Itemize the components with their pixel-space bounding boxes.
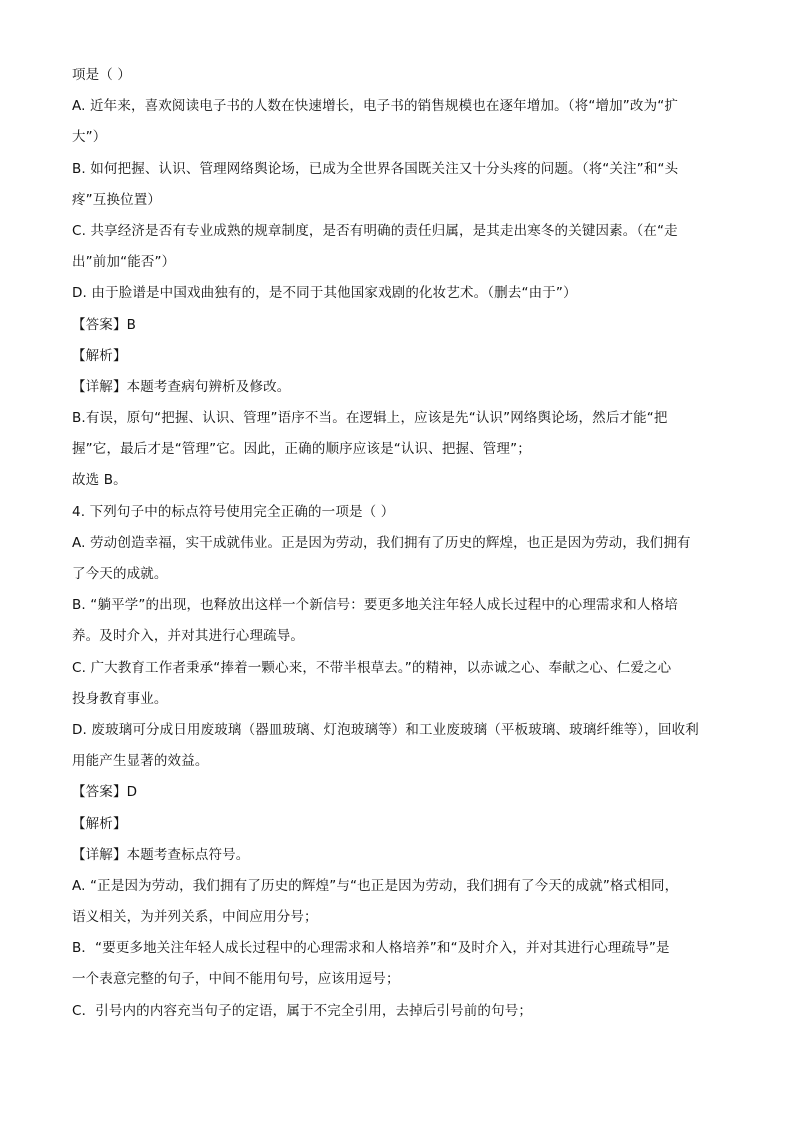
option-d-line: D. 由于脸谱是中国戏曲独有的，是不同于其他国家戏剧的化妆艺术。（删去“由于”） [72, 285, 577, 302]
q4-explanation-c-line: C．引号内的内容充当句子的定语，属于不完全引用，去掉后引号前的句号； [72, 1002, 533, 1019]
option-c-line-1: C. 共享经济是否有专业成熟的规章制度，是否有明确的责任归属，是其走出寒冬的关键因素。（在“走 [72, 222, 678, 239]
detail-label-q3: 【详解】本题考查病句辨析及修改。 [72, 378, 291, 395]
q4-option-a-line-2: 了今天的成就。 [72, 566, 168, 582]
option-a-line-2: 大”） [72, 129, 107, 146]
text-line-question-stem-end: 项是（ ） [72, 67, 132, 83]
option-b-line-1: B. 如何把握、认识、管理网络舆论场，已成为全世界各国既关注又十分头疼的问题。（将“关注”和“头 [72, 160, 679, 177]
answer-label-q4: 【答案】D [72, 784, 138, 801]
q4-explanation-a-line-2: 语义相关，为并列关系，中间应用分号； [72, 909, 318, 926]
option-b-line-2: 疼”互换位置） [72, 191, 162, 208]
conclusion-line-q3: 故选 B。 [72, 472, 127, 489]
q4-option-c-line-2: 投身教育事业。 [72, 690, 168, 707]
explanation-line-1: B.有误，原句“把握、认识、管理”语序不当。在逻辑上，应该是先“认识”网络舆论场，然后才能“把 [72, 410, 668, 427]
document-page [72, 62, 728, 1029]
answer-label-q3: 【答案】B [72, 316, 137, 333]
option-c-line-2: 出”前加“能否”） [72, 254, 176, 271]
analysis-label-q3: 【解析】 [72, 347, 127, 364]
q4-explanation-a-line-1: A. “正是因为劳动，我们拥有了历史的辉煌”与“也正是因为劳动，我们拥有了今天的成就”格式相同， [72, 877, 679, 894]
q4-explanation-b-line-2: 一个表意完整的句子，中间不能用句号，应该用逗号； [72, 971, 400, 988]
q4-option-b-line-2: 养。及时介入，并对其进行心理疏导。 [72, 628, 305, 645]
q4-option-b-line-1: B. “躺平学”的出现，也释放出这样一个新信号：要更多地关注年轻人成长过程中的心理需求和人格培 [72, 597, 678, 614]
option-a-line-1: A. 近年来，喜欢阅读电子书的人数在快速增长，电子书的销售规模也在逐年增加。（将“增加”改为“扩 [72, 98, 679, 115]
question-4-stem: 4. 下列句子中的标点符号使用完全正确的一项是（ ） [72, 503, 395, 520]
q4-option-d-line-1: D. 废玻璃可分成日用废玻璃（器皿玻璃、灯泡玻璃等）和工业废玻璃（平板玻璃、玻璃纤维等），回收利 [72, 721, 699, 738]
q4-option-a-line-1: A. 劳动创造幸福，实干成就伟业。正是因为劳动，我们拥有了历史的辉煌，也正是因为劳动，我们拥有 [72, 534, 691, 551]
q4-option-d-line-2: 用能产生显著的效益。 [72, 753, 209, 770]
explanation-line-2: 握”它，最后才是“管理”它。因此，正确的顺序应该是“认识、把握、管理”； [72, 441, 531, 458]
q4-option-c-line-1: C. 广大教育工作者秉承“捧着一颗心来，不带半根草去。”的精神，以赤诚之心、奉献之心、仁爱之心 [72, 659, 672, 676]
analysis-label-q4: 【解析】 [72, 815, 127, 832]
detail-label-q4: 【详解】本题考查标点符号。 [72, 846, 250, 863]
q4-explanation-b-line-1: B．“要更多地关注年轻人成长过程中的心理需求和人格培养”和“及时介入，并对其进行心理疏导”是 [72, 940, 670, 957]
